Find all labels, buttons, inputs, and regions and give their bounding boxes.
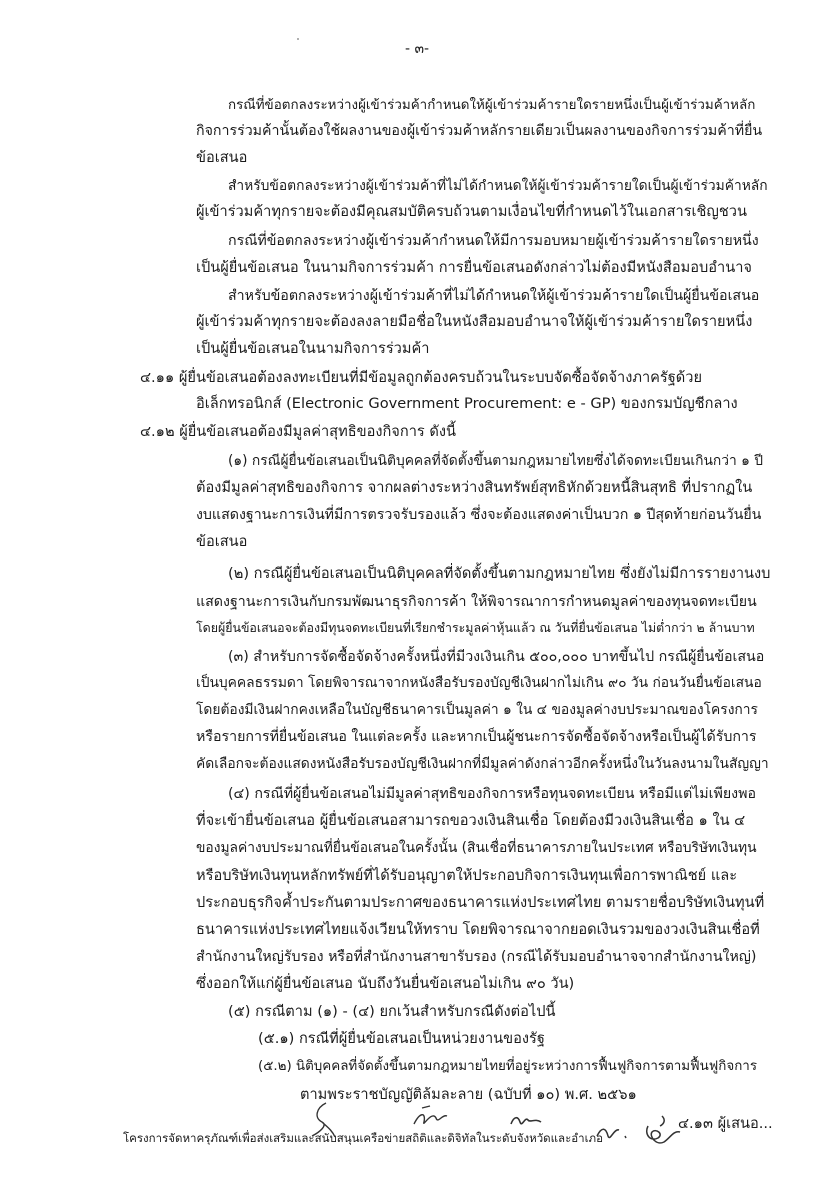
text-line: (๔) กรณีที่ผู้ยื่นข้อเสนอไม่มีมูลค่าสุทธิของกิจการหรือทุนจดทะเบียน หรือมีแต่ไม่เพียงพอ — [228, 786, 756, 802]
clause-heading: ๔.๑๑ ผู้ยื่นข้อเสนอต้องลงทะเบียนที่มีข้อมูลถูกต้องครบถ้วนในระบบจัดซื้อจัดจ้างภาครัฐด้วย — [140, 369, 703, 386]
text-line: คัดเลือกจะต้องแสดงหนังสือรับรองบัญชีเงินฝากที่มีมูลค่าดังกล่าวอีกครั้งหนึ่งในวันลงนามในสัญญา — [196, 756, 769, 772]
signature-2 — [410, 1104, 450, 1134]
continuation-text: ๔.๑๓ ผู้เสนอ... — [678, 1115, 773, 1132]
signature-3 — [508, 1110, 544, 1132]
text-line: ข้อเสนอ — [196, 533, 248, 550]
text-line: สำหรับข้อตกลงระหว่างผู้เข้าร่วมค้าที่ไม่ได้กำหนดให้ผู้เข้าร่วมค้ารายใดเป็นผู้ยื่นข้อเสนอ — [228, 288, 760, 304]
page-number: - ๓- — [404, 41, 430, 57]
text-line: ผู้เข้าร่วมค้าทุกรายจะต้องมีคุณสมบัติครบถ้วนตามเงื่อนไขที่กำหนดไว้ในเอกสารเชิญชวน — [196, 203, 747, 220]
text-line: (๕.๑) กรณีที่ผู้ยื่นข้อเสนอเป็นหน่วยงานของรัฐ — [258, 1030, 545, 1047]
text-line: แสดงฐานะการเงินกับกรมพัฒนาธุรกิจการค้า ให้พิจารณาการกำหนดมูลค่าของทุนจดทะเบียน — [196, 594, 757, 610]
text-line: ประกอบธุรกิจค้ำประกันตามประกาศของธนาคารแห่งประเทศไทย ตามรายชื่อบริษัทเงินทุนที่ — [196, 894, 765, 911]
text-line: ธนาคารแห่งประเทศไทยแจ้งเวียนให้ทราบ โดยพิจารณาจากยอดเงินรวมของวงเงินสินเชื่อที่ — [196, 921, 760, 938]
text-line: (๑) กรณีผู้ยื่นข้อเสนอเป็นนิติบุคคลที่จัดตั้งขึ้นตามกฎหมายไทยซึ่งได้จดทะเบียนเกินกว่า ๑ ปี — [228, 453, 764, 469]
text-line: โดยต้องมีเงินฝากคงเหลือในบัญชีธนาคารเป็นมูลค่า ๑ ใน ๔ ของมูลค่างบประมาณของโครงการ — [196, 702, 758, 718]
text-line: สำหรับข้อตกลงระหว่างผู้เข้าร่วมค้าที่ไม่ได้กำหนดให้ผู้เข้าร่วมค้ารายใดเป็นผู้เข้าร่วมค้าหลัก — [228, 178, 768, 194]
text-line: เป็นผู้ยื่นข้อเสนอในนามกิจการร่วมค้า — [196, 340, 430, 357]
text-line: ต้องมีมูลค่าสุทธิของกิจการ จากผลต่างระหว่างสินทรัพย์สุทธิหักด้วยหนี้สินสุทธิ ที่ปรากฏใน — [196, 479, 753, 496]
text-line: โดยผู้ยื่นข้อเสนอจะต้องมีทุนจดทะเบียนที่เรียกชำระมูลค่าหุ้นแล้ว ณ วันที่ยื่นข้อเสนอ ไม่ต่ำกว่า ๒ ล้านบาท — [196, 620, 755, 635]
text-line: ข้อเสนอ — [196, 149, 248, 166]
text-line: (๕) กรณีตาม (๑) - (๔) ยกเว้นสำหรับกรณีดังต่อไปนี้ — [228, 1003, 556, 1020]
text-line: หรือบริษัทเงินทุนหลักทรัพย์ที่ได้รับอนุญาตให้ประกอบกิจการเงินทุนเพื่อการพาณิชย์ และ — [196, 867, 738, 884]
signature-1 — [308, 1100, 338, 1140]
text-line: (๓) สำหรับการจัดซื้อจัดจ้างครั้งหนึ่งที่มีวงเงินเกิน ๕๐๐,๐๐๐ บาทขึ้นไป กรณีผู้ยื่นข้อเสนอ — [228, 649, 765, 665]
text-line: กรณีที่ข้อตกลงระหว่างผู้เข้าร่วมค้ากำหนดให้มีการมอบหมายผู้เข้าร่วมค้ารายใดรายหนึ่ง — [228, 233, 759, 249]
text-line: งบแสดงฐานะการเงินที่มีการตรวจรับรองแล้ว ซึ่งจะต้องแสดงค่าเป็นบวก ๑ ปีสุดท้ายก่อนวันยื่น — [196, 507, 762, 523]
text-line: สำนักงานใหญ่รับรอง หรือที่สำนักงานสาขารับรอง (กรณีได้รับมอบอำนาจจากสำนักงานใหญ่) — [196, 949, 757, 965]
text-line: ตามพระราชบัญญัติล้มละลาย (ฉบับที่ ๑๐) พ.ศ. ๒๕๖๑ — [300, 1086, 637, 1103]
text-line: ที่จะเข้ายื่นข้อเสนอ ผู้ยื่นข้อเสนอสามารถขอวงเงินสินเชื่อ โดยต้องมีวงเงินสินเชื่อ ๑ ใน ๔ — [196, 812, 746, 829]
signature-4 — [594, 1118, 630, 1146]
text-line: กรณีที่ข้อตกลงระหว่างผู้เข้าร่วมค้ากำหนดให้ผู้เข้าร่วมค้ารายใดรายหนึ่งเป็นผู้เข้าร่วมค้าหลัก — [228, 98, 756, 113]
text-line: กิจการร่วมค้านั้นต้องใช้ผลงานของผู้เข้าร่วมค้าหลักรายเดียวเป็นผลงานของกิจการร่วมค้าที่ยื่น — [196, 123, 763, 139]
text-line: (๕.๒) นิติบุคคลที่จัดตั้งขึ้นตามกฎหมายไทยที่อยู่ระหว่างการฟื้นฟูกิจการตามฟื้นฟูกิจการ — [258, 1059, 758, 1074]
text-line: ซึ่งออกให้แก่ผู้ยื่นข้อเสนอ นับถึงวันยื่นข้อเสนอไม่เกิน ๙๐ วัน) — [196, 975, 575, 992]
signature-5 — [640, 1112, 684, 1152]
text-line: เป็นบุคคลธรรมดา โดยพิจารณาจากหนังสือรับรองบัญชีเงินฝากไม่เกิน ๙๐ วัน ก่อนวันยื่นข้อเสนอ — [196, 675, 762, 691]
text-line: หรือรายการที่ยื่นข้อเสนอ ในแต่ละครั้ง และหากเป็นผู้ชนะการจัดซื้อจัดจ้างหรือเป็นผู้ได้รับการ — [196, 729, 757, 745]
text-line: อิเล็กทรอนิกส์ (Electronic Government Procurement: e - GP) ของกรมบัญชีกลาง — [196, 395, 738, 412]
text-line: เป็นผู้ยื่นข้อเสนอ ในนามกิจการร่วมค้า การยื่นข้อเสนอดังกล่าวไม่ต้องมีหนังสือมอบอำนาจ — [196, 259, 752, 276]
text-line: ผู้เข้าร่วมค้าทุกรายจะต้องลงลายมือชื่อในหนังสือมอบอำนาจให้ผู้เข้าร่วมค้ารายใดรายหนึ่ง — [196, 313, 753, 330]
text-line: ของมูลค่างบประมาณที่ยื่นข้อเสนอในครั้งนั้น (สินเชื่อที่ธนาคารภายในประเทศ หรือบริษัทเงินทุน — [196, 840, 757, 856]
footer-text: โครงการจัดหาครุภัณฑ์เพื่อส่งเสริมและสนับสนุนเครือข่ายสถิติและดิจิทัลในระดับจังหวัดและอำเภอ — [123, 1131, 604, 1145]
clause-heading: ๔.๑๒ ผู้ยื่นข้อเสนอต้องมีมูลค่าสุทธิของกิจการ ดังนี้ — [140, 423, 456, 440]
text-line: (๒) กรณีผู้ยื่นข้อเสนอเป็นนิติบุคคลที่จัดตั้งขึ้นตามกฎหมายไทย ซึ่งยังไม่มีการรายงานงบ — [228, 565, 771, 582]
